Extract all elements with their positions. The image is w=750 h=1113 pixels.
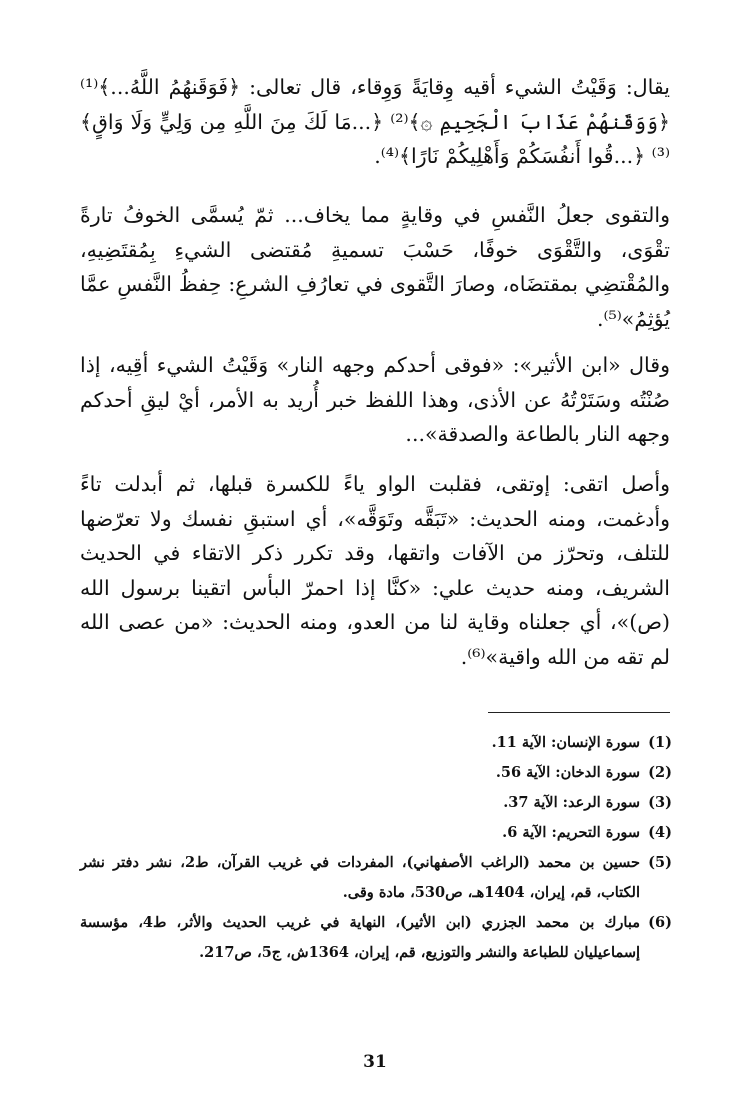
- footnote-number: (2): [648, 764, 672, 781]
- footnote-item: [80, 818, 672, 848]
- footnote-number: (4): [648, 824, 672, 841]
- paragraph-ibn-athir: [80, 348, 670, 452]
- footnote-divider: [488, 712, 670, 713]
- paragraph-origin: [80, 467, 670, 674]
- footnote-text: مبارك بن محمد الجزري (ابن الأثير)، النهاية في غريب الحديث والأثر، ط4، مؤسسة إسماعيليان للطباعة والنشر والتوزيع، قم، إيران، 1364ش، ج5، ص217.: [80, 914, 640, 961]
- footnote-number: (1): [648, 734, 672, 751]
- footnote-item: [80, 728, 672, 758]
- footnote-text: سورة الرعد: الآية 37.: [503, 794, 640, 811]
- footnote-item: [80, 788, 672, 818]
- footnote-text: سورة الإنسان: الآية 11.: [491, 734, 640, 751]
- paragraph-text: يقال: وَقَيْتُ الشيء أقيه وِقايَةً وَوِقاء، قال تعالى: ﴿فَوَقَنهُمُ اللَّهُ...﴾⁽¹⁾ ﴿وَوَقَنهُمْ عَذَابَ الْجَحِيمِ ۞﴾⁽²⁾ ﴿...مَا لَكَ مِنَ اللَّهِ مِن وَلِيٍّ وَلَا وَاقٍ﴾⁽³⁾ ﴿...قُوا أَنفُسَكُمْ وَأَهْلِيكُمْ نَارًا﴾⁽⁴⁾.: [80, 75, 670, 168]
- paragraph-text: وقال «ابن الأثير»: «فوقى أحدكم وجهه النار» وَقَيْتُ الشيء أقِيه، إذا صُنْتُه وسَتَرْتُهُ عن الأذى، وهذا اللفظ خبر أُريد به الأمر، أيْ ليقِ أحدكم وجهه النار بالطاعة والصدقة»...: [80, 353, 670, 446]
- paragraph-definition: [80, 70, 670, 174]
- paragraph-text: والتقوى جعلُ النَّفسِ في وقايةٍ مما يخاف... ثمّ يُسمَّى الخوفُ تارةً تقْوَى، والتَّقْوَى خوفًا، حَسْبَ تسميةِ مُقتضى الشيءِ بِمُقتَضِيهِ، والمُقْتضِي بمقتضَاه، وصارَ التَّقوى في تعارُفِ الشرعِ: حِفظُ النَّفسِ عمَّا يُؤثِمُ»⁽⁵⁾.: [80, 203, 670, 331]
- footnotes-list: [80, 728, 672, 968]
- footnote-item: [80, 758, 672, 788]
- footnote-item: [80, 848, 672, 908]
- page-number: 31: [363, 1052, 387, 1072]
- footnote-item: [80, 908, 672, 968]
- footnote-text: سورة الدخان: الآية 56.: [495, 764, 640, 781]
- paragraph-text: وأصل اتقى: إوتقى، فقلبت الواو ياءً للكسرة قبلها، ثم أبدلت تاءً وأدغمت، ومنه الحديث: «تَبَقَّه وتَوَقَّه»، أي استبقِ نفسك ولا تعرّضها للتلف، وتحرّز من الآفات واتقها، وقد تكرر ذكر الاتقاء في الحديث الشريف، ومنه حديث علي: «كنَّا إذا احمرّ البأس اتقينا برسول الله (ص)»، أي جعلناه وقاية لنا من العدو، ومنه الحديث: «من عصى الله لم تقه من الله واقية»⁽⁶⁾.: [80, 472, 670, 669]
- footnote-number: (5): [648, 854, 672, 871]
- footnote-number: (6): [648, 914, 672, 931]
- footnote-number: (3): [648, 794, 672, 811]
- footnote-text: سورة التحريم: الآية 6.: [502, 824, 640, 841]
- footnote-text: حسين بن محمد (الراغب الأصفهاني)، المفردات في غريب القرآن، ط2، نشر دفتر نشر الكتاب، قم، إيران، 1404هـ، ص530، مادة وقى.: [80, 854, 640, 901]
- paragraph-taqwa: [80, 198, 670, 336]
